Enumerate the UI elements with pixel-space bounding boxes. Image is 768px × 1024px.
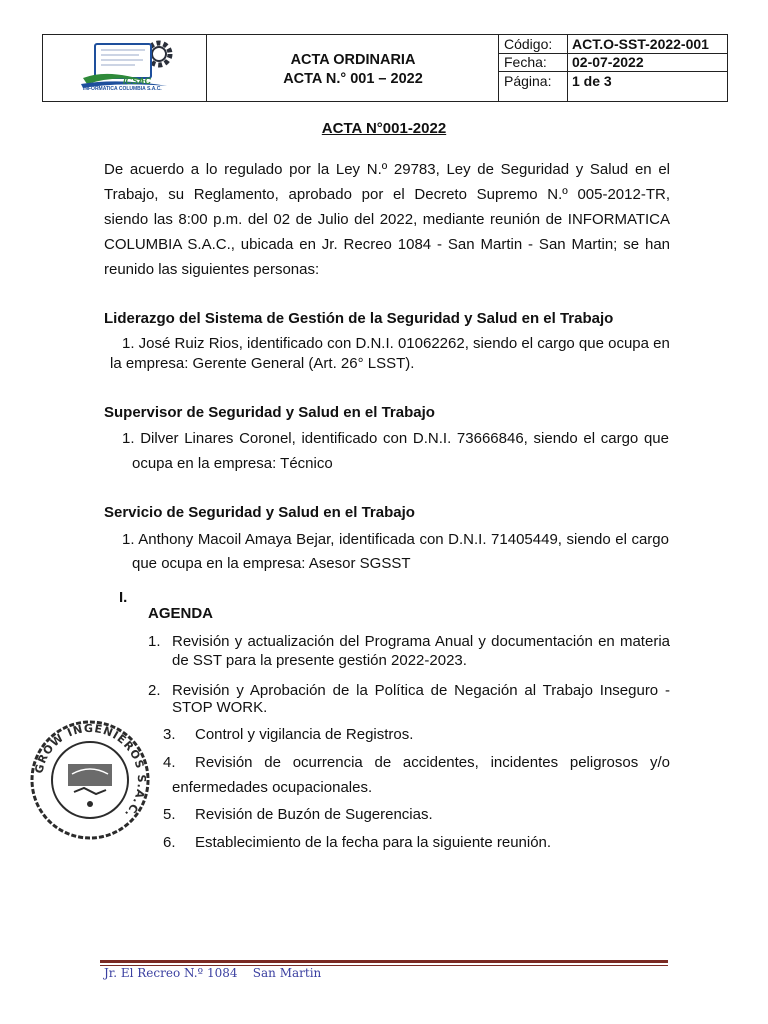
header-table <box>42 34 728 102</box>
stamp-seal-icon <box>28 718 152 842</box>
agenda-item-line: Revisión de Buzón de Sugerencias. <box>195 806 433 823</box>
fecha-label: Fecha: <box>504 54 547 70</box>
section-heading: Supervisor de Seguridad y Salud en el Trabajo <box>104 404 435 421</box>
pagina-value: 1 de 3 <box>572 73 612 89</box>
intro-line: De acuerdo a lo regulado por la Ley N.º 29783, Ley de Seguridad y Salud en el <box>104 161 670 178</box>
intro-line: siendo las 8:00 p.m. del 02 de Julio del 2022, mediante reunión de INFORMATICA <box>104 211 670 228</box>
agenda-item-number: 6. <box>163 834 176 851</box>
agenda-heading: AGENDA <box>148 605 214 622</box>
agenda-item-number: 2. <box>148 682 161 699</box>
divider <box>498 35 499 101</box>
section-heading: Servicio de Seguridad y Salud en el Trabajo <box>104 504 415 521</box>
agenda-item-number: 3. <box>163 726 176 743</box>
section-item-line: la empresa: Gerente General (Art. 26° LSST). <box>110 355 415 372</box>
document-title: ACTA N°001-2022 <box>321 120 447 137</box>
company-logo <box>79 38 175 98</box>
header-title-line2: ACTA N.° 001 – 2022 <box>283 71 423 87</box>
divider <box>206 35 207 101</box>
svg-text:GROW INGENIEROS S.A.C.: GROW INGENIEROS S.A.C. <box>32 721 149 821</box>
logo-subtitle: INFORMATICA COLUMBIA S.A.C. <box>83 86 162 92</box>
pagina-label: Página: <box>504 73 552 89</box>
section-item-line: 1. José Ruiz Rios, identificado con D.N.I. 01062262, siendo el cargo que ocupa en <box>122 335 670 352</box>
codigo-label: Código: <box>504 36 553 52</box>
agenda-item-line: Revisión de ocurrencia de accidentes, incidentes peligrosos y/o <box>195 754 670 771</box>
codigo-value: ACT.O-SST-2022-001 <box>572 36 709 52</box>
agenda-item-number: 4. <box>163 754 176 771</box>
agenda-item-line: de SST para la presente gestión 2022-2023. <box>172 652 467 669</box>
header-title-line1: ACTA ORDINARIA <box>290 52 416 68</box>
intro-line: COLUMBIA S.A.C., ubicada en Jr. Recreo 1084 - San Martin - San Martin; se han <box>104 236 670 253</box>
divider <box>567 35 568 101</box>
agenda-item-line: STOP WORK. <box>172 699 268 716</box>
agenda-item-number: 5. <box>163 806 176 823</box>
footer-address: Jr. El Recreo N.º 1084 San Martin <box>104 966 322 980</box>
company-stamp <box>28 718 152 842</box>
intro-line: Trabajo, su Reglamento, aprobado por el Decreto Supremo N.º 005-2012-TR, <box>104 186 670 203</box>
fecha-value: 02-07-2022 <box>572 54 644 70</box>
header-title <box>208 51 498 89</box>
agenda-item-number: 1. <box>148 633 161 650</box>
agenda-item-line: Control y vigilancia de Registros. <box>195 726 414 743</box>
section-item-line: que ocupa en la empresa: Asesor SGSST <box>132 555 411 572</box>
section-heading: Liderazgo del Sistema de Gestión de la Seguridad y Salud en el Trabajo <box>104 310 614 327</box>
agenda-item-line: enfermedades ocupacionales. <box>172 779 373 796</box>
section-item-line: 1. Dilver Linares Coronel, identificado con D.N.I. 73666846, siendo el cargo que <box>122 430 669 447</box>
logo-name: ICSAC <box>123 76 152 86</box>
section-item-line: ocupa en la empresa: Técnico <box>132 455 333 472</box>
agenda-item-line: Revisión y Aprobación de la Política de Negación al Trabajo Inseguro - <box>172 682 670 699</box>
agenda-item-line: Establecimiento de la fecha para la siguiente reunión. <box>195 834 552 851</box>
intro-paragraph <box>104 157 670 282</box>
footer-rule <box>100 960 668 963</box>
intro-line: reunido las siguientes personas: <box>104 261 320 278</box>
agenda-item-line: Revisión y actualización del Programa Anual y documentación en materia <box>172 633 670 650</box>
agenda-numeral: I. <box>119 589 128 606</box>
section-item-line: 1. Anthony Macoil Amaya Bejar, identificada con D.N.I. 71405449, siendo el cargo <box>122 531 669 548</box>
